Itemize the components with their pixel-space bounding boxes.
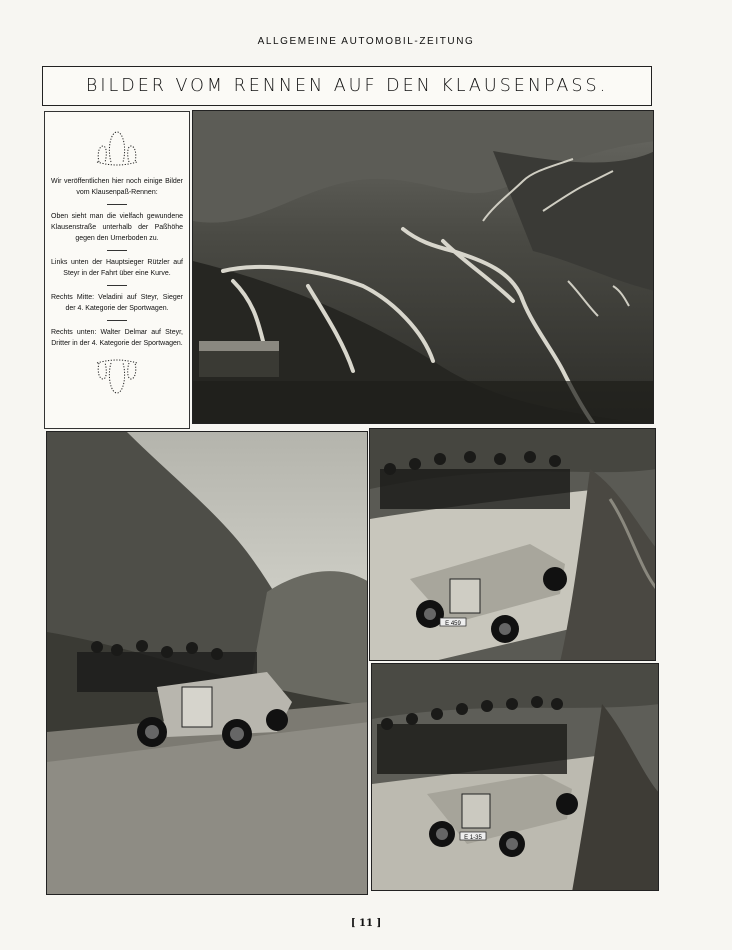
separator <box>107 204 127 205</box>
caption-bottom-left: Links unten der Hauptsieger Rützler auf Steyr in der Fahrt über eine Kurve. <box>51 259 183 277</box>
page-number: [ 11 ] <box>350 918 382 929</box>
separator <box>107 250 127 251</box>
running-header: ALLGEMEINE AUTOMOBIL-ZEITUNG <box>257 36 475 47</box>
photo-veladini <box>369 428 656 661</box>
photo-delmar <box>371 663 659 891</box>
veladini-plate: E 459 <box>445 621 461 627</box>
ornament-top-icon <box>95 126 139 166</box>
caption-box <box>44 111 190 429</box>
article-title: BILDER VOM RENNEN AUF DEN KLAUSENPASS. <box>42 66 652 106</box>
ruetzler-image <box>47 432 368 895</box>
caption-right-bottom: Rechts unten: Walter Delmar auf Steyr, Dritter in der 4. Kategorie der Sportwagen. <box>51 329 183 347</box>
separator <box>107 320 127 321</box>
pass-road-image <box>193 111 654 424</box>
separator <box>107 285 127 286</box>
photo-ruetzler <box>46 431 368 895</box>
caption-top: Oben sieht man die vielfach gewundene Klausenstraße unterhalb der Paßhöhe gegen den Urnerboden zu. <box>51 213 183 242</box>
caption-right-middle: Rechts Mitte: Veladini auf Steyr, Sieger der 4. Kategorie der Sportwagen. <box>51 294 183 312</box>
ornament-bottom-icon <box>95 359 139 399</box>
photo-pass-road <box>192 110 654 424</box>
caption-intro: Wir veröffentlichen hier noch einige Bilder vom Klausenpaß-Rennen: <box>51 178 183 196</box>
delmar-plate: E 1-35 <box>464 835 482 841</box>
veladini-image <box>370 429 656 661</box>
delmar-image <box>372 664 659 891</box>
